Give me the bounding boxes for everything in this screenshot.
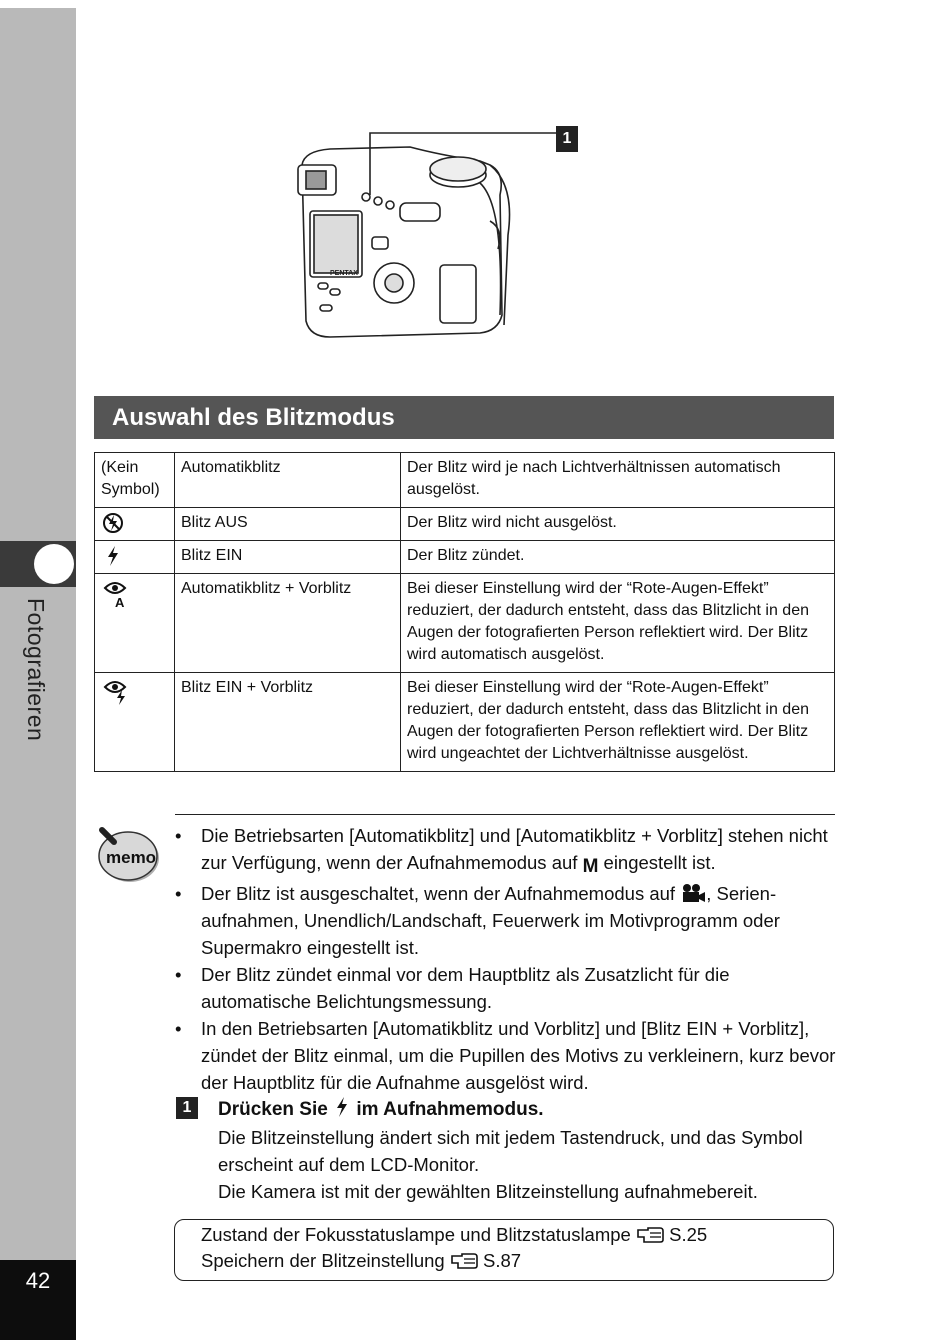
mode-name: Automatikblitz: [175, 453, 401, 508]
symbol-cell: [95, 541, 175, 574]
reference-box: [174, 1219, 834, 1281]
mode-description: Der Blitz zündet.: [401, 541, 835, 574]
figure-callout-number: 1: [556, 126, 578, 152]
table-row: [95, 453, 835, 508]
flash-off-icon: [101, 512, 125, 534]
step-number: 1: [176, 1097, 198, 1119]
memo-divider: [175, 814, 835, 815]
step-line: Die Kamera ist mit der gewählten Blitzeinstellung aufnahmebereit.: [218, 1181, 758, 1202]
table-row: [95, 673, 835, 772]
red-eye-flash-on-icon: [101, 677, 131, 707]
section-header: [94, 396, 834, 439]
step-title-text: im Aufnahmemodus.: [351, 1099, 544, 1120]
step-title-text: Drücken Sie: [218, 1099, 334, 1120]
reference-page[interactable]: S.87: [483, 1250, 522, 1271]
flash-on-icon: [333, 1096, 351, 1118]
reference-item: [201, 1248, 521, 1274]
symbol-cell: [95, 673, 175, 772]
list-item: • Der Blitz zündet einmal vor dem Hauptblitz als Zusatzlicht für die automatische Belichtungsmessung.: [175, 961, 840, 1015]
note-text: eingestellt ist.: [598, 852, 716, 873]
svg-text:A: A: [115, 595, 125, 608]
memo-label: memo: [106, 848, 157, 867]
mode-name: Automatikblitz + Vorblitz: [175, 574, 401, 673]
memo-icon: [92, 822, 164, 886]
reference-hand-icon: [450, 1252, 478, 1270]
note-text: Der Blitz ist ausgeschaltet, wenn der Aufnahmemodus auf: [201, 883, 681, 904]
flash-on-icon: [101, 545, 125, 567]
chapter-tab-circle: [34, 544, 74, 584]
table-row: [95, 574, 835, 673]
step-description: [218, 1124, 838, 1205]
flash-mode-table: [94, 452, 835, 772]
table-row: [95, 508, 835, 541]
mode-description: Bei dieser Einstellung wird der “Rote-Augen-Effekt” reduziert, der dadurch entsteht, dass das Blitzlicht in den Augen der fotografierten Person reflektiert wird. Der Blitz wird automatisch ausgelöst.: [401, 574, 835, 673]
note-text: Die Betriebsarten [Automatikblitz] und [Automatikblitz + Vorblitz] stehen nicht zur Verfügung, wenn der Aufnahmemodus auf: [201, 825, 828, 873]
page-number: 42: [25, 1268, 51, 1293]
mode-name: Blitz EIN + Vorblitz: [175, 673, 401, 772]
chapter-title: Fotografieren: [23, 598, 49, 742]
mode-name: Blitz EIN: [175, 541, 401, 574]
memo-notes: [175, 822, 840, 1096]
step-title: [218, 1096, 544, 1121]
symbol-cell: [95, 508, 175, 541]
symbol-cell: (Kein Symbol): [95, 453, 175, 508]
red-eye-auto-icon: [101, 578, 131, 608]
mode-m-label: M: [582, 856, 599, 877]
symbol-cell: [95, 574, 175, 673]
reference-text: Speichern der Blitzeinstellung: [201, 1250, 445, 1271]
mode-description: Der Blitz wird je nach Lichtverhältnissen automatisch ausgelöst.: [401, 453, 835, 508]
step-line: Die Blitzeinstellung ändert sich mit jedem Tastendruck, und das Symbol erscheint auf dem LCD-Monitor.: [218, 1127, 803, 1175]
reference-hand-icon: [636, 1226, 664, 1244]
list-item: [175, 822, 840, 880]
mode-description: Der Blitz wird nicht ausgelöst.: [401, 508, 835, 541]
list-item: [175, 880, 840, 961]
mode-name: Blitz AUS: [175, 508, 401, 541]
mode-description: Bei dieser Einstellung wird der “Rote-Augen-Effekt” reduziert, der dadurch entsteht, dass das Blitzlicht in den Augen der fotografierten Person reflektiert wird. Der Blitz wird ungeachtet der Lichtverhältnisse ausgelöst.: [401, 673, 835, 772]
section-title: Auswahl des Blitzmodus: [112, 404, 395, 431]
camera-illustration: [290, 125, 590, 340]
movie-camera-icon: [680, 883, 706, 903]
reference-item: [201, 1222, 707, 1248]
reference-page[interactable]: S.25: [669, 1224, 708, 1245]
list-item: • In den Betriebsarten [Automatikblitz und Vorblitz] und [Blitz EIN + Vorblitz], zündet der Blitz einmal, um die Pupillen des Motivs zu verkleinern, kurz bevor der Hauptblitz für die Aufnahme ausgelöst wird.: [175, 1015, 840, 1096]
camera-brand-label: PENTAX: [330, 270, 358, 277]
note-text: , Serien-aufnahmen, Unendlich/Landschaft, Feuerwerk im Motivprogramm oder Supermakro eingestellt ist.: [201, 883, 780, 958]
reference-text: Zustand der Fokusstatuslampe und Blitzstatuslampe: [201, 1224, 631, 1245]
table-row: [95, 541, 835, 574]
